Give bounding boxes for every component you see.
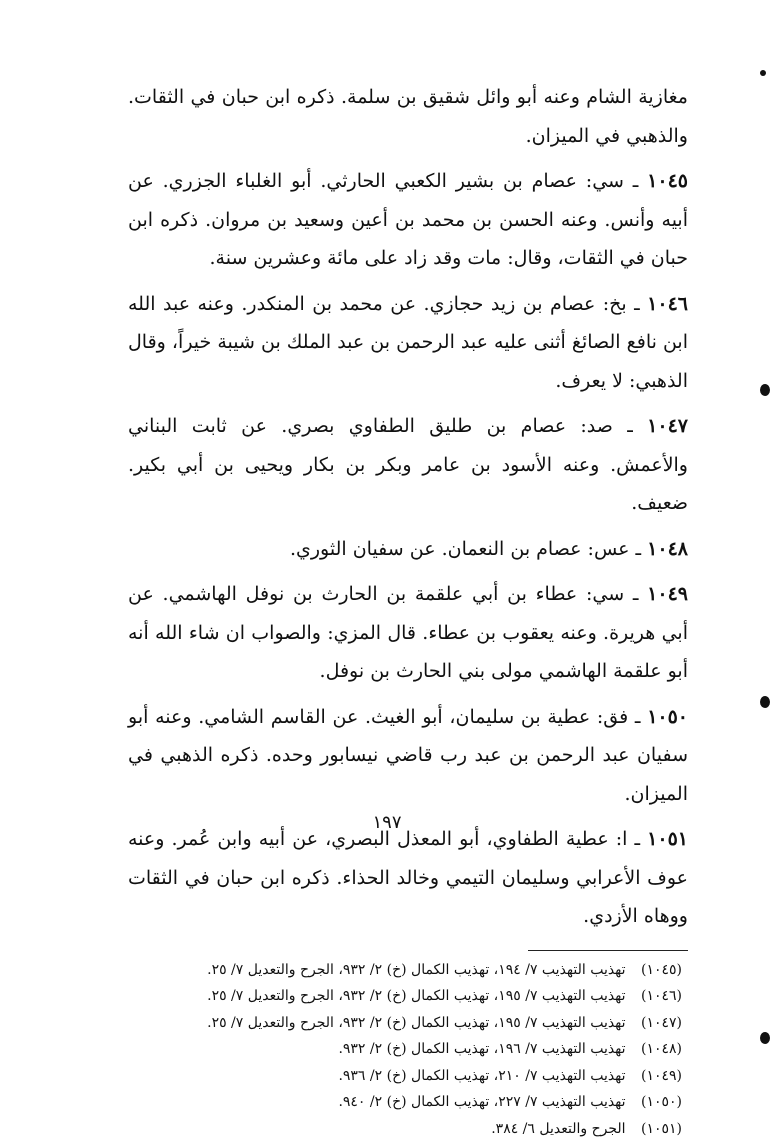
entry-text: ـ بخ: عصام بن زيد حجازي. عن محمد بن المنكدر. وعنه عبد الله ابن نافع الصائغ أثنى عليه عبد الرحمن بن عبد الملك بن شيبة خيراً، وقال الذهبي: لا يعرف. [128, 293, 688, 392]
scan-mark [760, 70, 766, 76]
footnote-text: تهذيب التهذيب ٧/ ١٩٥، تهذيب الكمال (خ) ٢/ ٩٣٢، الجرح والتعديل ٧/ ٢٥. [207, 1015, 625, 1031]
entry-text: ـ عس: عصام بن النعمان. عن سفيان الثوري. [290, 538, 641, 560]
scan-mark [760, 696, 770, 708]
footnote-text: تهذيب التهذيب ٧/ ٢٢٧، تهذيب الكمال (خ) ٢/ ٩٤٠. [338, 1094, 625, 1110]
footnote [128, 983, 682, 1010]
footnote-ref: (١٠٥٠) [630, 1089, 682, 1116]
paragraph-text: مغازية الشام وعنه أبو وائل شقيق بن سلمة. ذكره ابن حبان في الثقات. والذهبي في الميزان. [128, 86, 688, 147]
entry-1045 [128, 162, 688, 278]
footnote-text: الجرح والتعديل ٦/ ٣٨٤. [491, 1121, 625, 1137]
entry-number: ١٠٤٩ [647, 583, 688, 605]
footnote [128, 1063, 682, 1090]
entry-text: ـ سي: عصام بن بشير الكعبي الحارثي. أبو الغلباء الجزري. عن أبيه وأنس. وعنه الحسن بن محمد بن أعين وسعيد بن مروان. ذكره ابن حبان في الثقات، وقال: مات وقد زاد على مائة وعشرين سنة. [128, 170, 688, 269]
entry-1050 [128, 698, 688, 814]
entry-1046 [128, 285, 688, 401]
entry-number: ١٠٥١ [647, 828, 688, 850]
footnote-ref: (١٠٤٨) [630, 1036, 682, 1063]
scan-mark [760, 384, 770, 396]
entry-number: ١٠٤٦ [647, 293, 688, 315]
footnote-ref: (١٠٤٥) [630, 957, 682, 984]
entry-number: ١٠٤٨ [647, 538, 688, 560]
footnote [128, 1089, 682, 1116]
footnote [128, 1116, 682, 1142]
footnote-ref: (١٠٤٩) [630, 1063, 682, 1090]
footnote-text: تهذيب التهذيب ٧/ ١٩٦، تهذيب الكمال (خ) ٢/ ٩٣٢. [338, 1041, 625, 1057]
entry-text: ـ صد: عصام بن طليق الطفاوي بصري. عن ثابت البناني والأعمش. وعنه الأسود بن عامر وبكر بن بكار ويحيى بن أبي بكير. ضعيف. [128, 415, 688, 514]
entry-text: ـ فق: عطية بن سليمان، أبو الغيث. عن القاسم الشامي. وعنه أبو سفيان عبد الرحمن بن عبد رب قاضي نيسابور وحده. ذكره الذهبي في الميزان. [128, 706, 688, 805]
footnote-divider [528, 950, 688, 951]
entry-text: ـ ا: عطية الطفاوي، أبو المعذل البصري، عن أبيه وابن عُمر. وعنه عوف الأعرابي وسليمان التيمي وخالد الحذاء. ذكره ابن حبان في الثقات ووهاه الأزدي. [128, 828, 688, 927]
footnote-text: تهذيب التهذيب ٧/ ٢١٠، تهذيب الكمال (خ) ٢/ ٩٣٦. [338, 1068, 625, 1084]
entry-1048 [128, 530, 688, 569]
footnotes [128, 957, 688, 1142]
entry-number: ١٠٤٥ [647, 170, 688, 192]
footnote-text: تهذيب التهذيب ٧/ ١٩٤، تهذيب الكمال (خ) ٢/ ٩٣٢، الجرح والتعديل ٧/ ٢٥. [207, 962, 625, 978]
footnote [128, 1036, 682, 1063]
entry-text: ـ سي: عطاء بن أبي علقمة بن الحارث بن نوفل الهاشمي. عن أبي هريرة. وعنه يعقوب بن عطاء. قال المزي: والصواب ان شاء الله أنه أبو علقمة الهاشمي مولى بني الحارث بن نوفل. [128, 583, 688, 682]
entry-number: ١٠٤٧ [647, 415, 688, 437]
paragraph-continuation [128, 78, 688, 155]
page-body [128, 78, 688, 1142]
entry-1047 [128, 407, 688, 523]
entry-1049 [128, 575, 688, 691]
page-number: ١٩٧ [0, 812, 774, 833]
scan-mark [760, 1032, 770, 1044]
entry-1051 [128, 820, 688, 936]
footnote-ref: (١٠٥١) [630, 1116, 682, 1142]
footnote-ref: (١٠٤٦) [630, 983, 682, 1010]
footnote-text: تهذيب التهذيب ٧/ ١٩٥، تهذيب الكمال (خ) ٢/ ٩٣٢، الجرح والتعديل ٧/ ٢٥. [207, 988, 625, 1004]
footnote [128, 957, 682, 984]
footnote [128, 1010, 682, 1037]
footnote-ref: (١٠٤٧) [630, 1010, 682, 1037]
entry-number: ١٠٥٠ [647, 706, 688, 728]
